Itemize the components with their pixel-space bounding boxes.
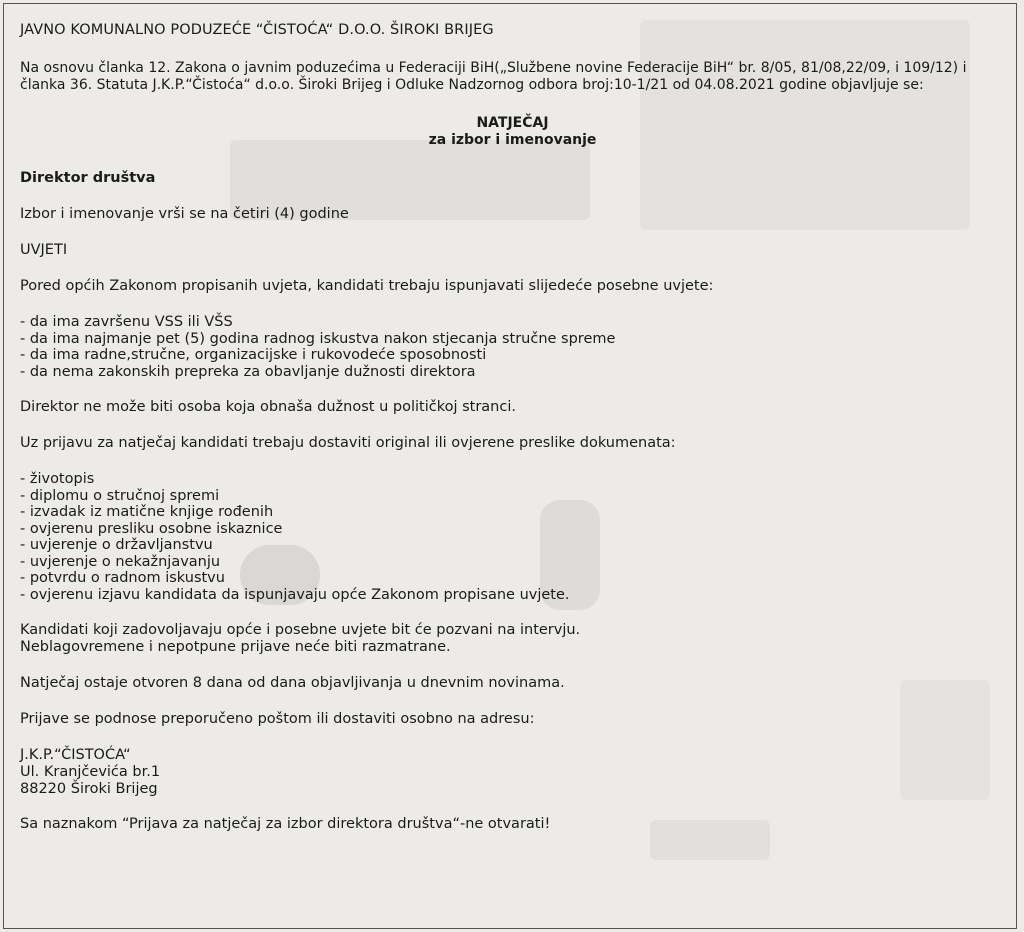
list-item: - ovjerenu presliku osobne iskaznice (20, 521, 1005, 538)
list-item: - potvrdu o radnom iskustvu (20, 570, 1005, 587)
list-item: - da ima završenu VSS ili VŠS (20, 314, 1005, 331)
list-item: - da ima najmanje pet (5) godina radnog iskustva nakon stjecanja stručne spreme (20, 331, 1005, 348)
notice-title: NATJEČAJ (476, 115, 549, 131)
organization-name: JAVNO KOMUNALNO PODUZEĆE “ČISTOĆA“ D.O.O. ŠIROKI BRIJEG (20, 22, 494, 38)
envelope-note: Sa naznakom “Prijava za natječaj za izbor direktora društva“-ne otvarati! (20, 816, 551, 832)
address-name: J.K.P.“ČISTOĆA“ (20, 747, 131, 763)
documents-intro: Uz prijavu za natječaj kandidati trebaju dostaviti original ili ovjerene preslike dokumenata: (20, 435, 676, 451)
list-item: - ovjerenu izjavu kandidata da ispunjavaju opće Zakonom propisane uvjete. (20, 587, 1005, 604)
list-item: - uvjerenje o nekažnjavanju (20, 554, 1005, 571)
legal-basis-paragraph: Na osnovu članka 12. Zakona o javnim poduzećima u Federaciji BiH(„Službene novine Federacije BiH“ br. 8/05, 81/08,22/09, i 109/12) i članka 36. Statuta J.K.P.“Čistoća“ d.o.o. Široki Brijeg i Odluke Nadzornog odbora broj:10-1/21 od 04.08.2021 godine objavljuje se: (20, 60, 967, 93)
notice-heading (20, 115, 1005, 149)
list-item: - da ima radne,stručne, organizacijske i rukovodeće sposobnosti (20, 347, 1005, 364)
conditions-title: UVJETI (20, 242, 68, 258)
open-period-text: Natječaj ostaje otvoren 8 dana od dana objavljivanja u dnevnim novinama. (20, 675, 565, 691)
postal-address (20, 747, 1005, 798)
interview-note (20, 622, 1005, 656)
job-notice (20, 22, 1005, 833)
list-item: - uvjerenje o državljanstvu (20, 537, 1005, 554)
list-item: - diplomu o stručnoj spremi (20, 488, 1005, 505)
list-item: - da nema zakonskih prepreka za obavljanje dužnosti direktora (20, 364, 1005, 381)
documents-list (20, 471, 1005, 603)
address-city: 88220 Široki Brijeg (20, 781, 158, 797)
conditions-intro: Pored općih Zakonom propisanih uvjeta, kandidati trebaju ispunjavati slijedeće posebne uvjete: (20, 278, 714, 294)
term-text: Izbor i imenovanje vrši se na četiri (4) godine (20, 206, 349, 222)
list-item: - životopis (20, 471, 1005, 488)
position-title: Direktor društva (20, 170, 156, 186)
notice-subtitle: za izbor i imenovanje (428, 132, 597, 148)
list-item: - izvadak iz matične knjige rođenih (20, 504, 1005, 521)
interview-note-line: Neblagovremene i nepotpune prijave neće biti razmatrane. (20, 639, 451, 655)
interview-note-line: Kandidati koji zadovoljavaju opće i posebne uvjete bit će pozvani na intervju. (20, 622, 581, 638)
conditions-list (20, 314, 1005, 380)
submission-text: Prijave se podnose preporučeno poštom ili dostaviti osobno na adresu: (20, 711, 535, 727)
restriction-text: Direktor ne može biti osoba koja obnaša dužnost u političkoj stranci. (20, 399, 516, 415)
address-street: Ul. Kranjčevića br.1 (20, 764, 161, 780)
